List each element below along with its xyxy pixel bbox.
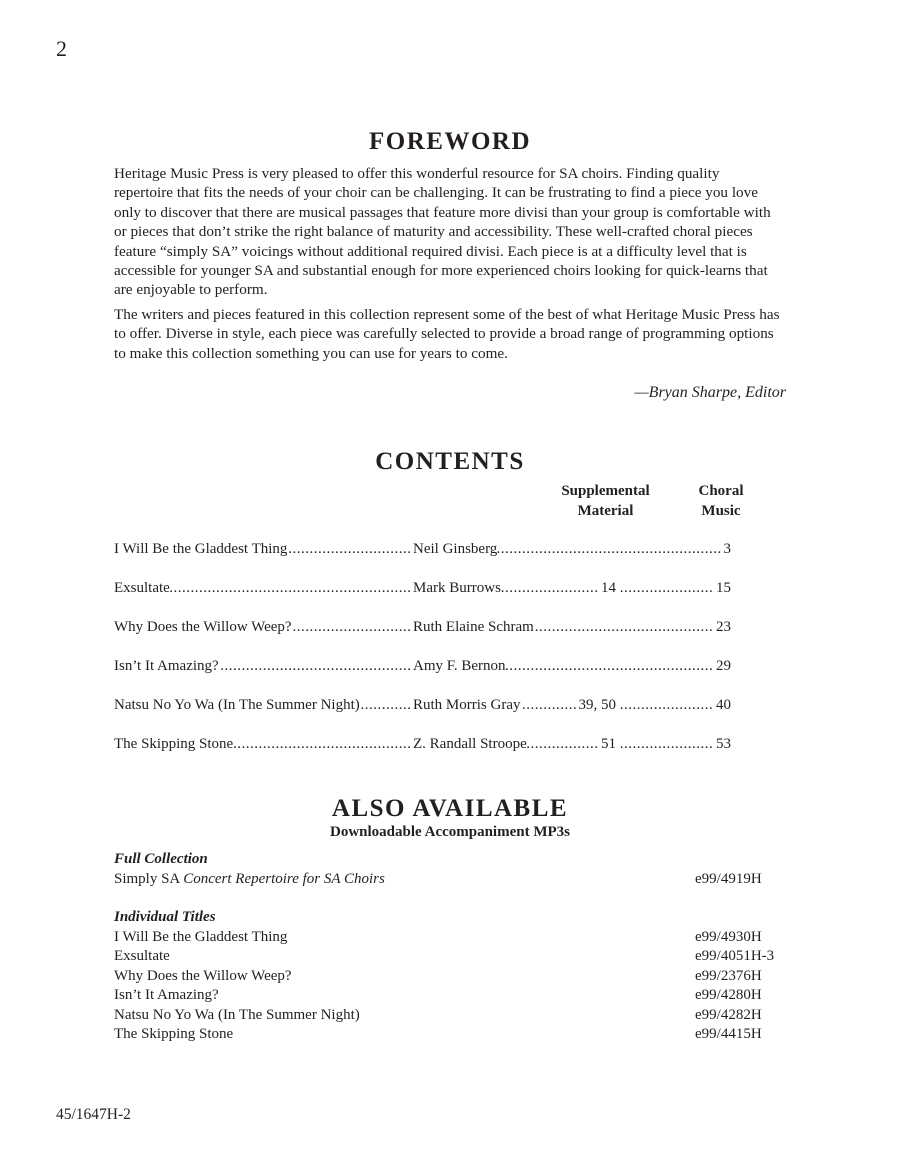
- individual-titles-heading: Individual Titles: [114, 909, 216, 925]
- individual-title-name: The Skipping Stone: [114, 1026, 234, 1042]
- supplemental-page: 39, 50: [576, 695, 620, 715]
- foreword-title: FOREWORD: [369, 128, 531, 155]
- individual-title-name: Why Does the Willow Weep?: [114, 967, 292, 984]
- composer-name: Mark Burrows: [410, 578, 501, 598]
- individual-title-item: [114, 986, 794, 1006]
- individual-title-name: Isn’t It Amazing?: [114, 987, 219, 1003]
- column-header-choral: Choral Music: [698, 483, 744, 519]
- catalog-code: 45/1647H-2: [56, 1106, 131, 1123]
- page-number: 2: [56, 36, 67, 61]
- full-collection-subtitle: Concert Repertoire for SA Choirs: [183, 870, 385, 887]
- contents-row: [114, 578, 731, 598]
- individual-title-code: e99/4280H: [695, 987, 762, 1003]
- individual-title-item: [114, 1006, 794, 1026]
- individual-title-item: [114, 947, 794, 967]
- full-collection-heading: Full Collection: [114, 851, 208, 867]
- foreword-text-1: Heritage Music Press is very pleased to offer this wonderful resource for SA choirs. Finding quality repertoire that fits the needs of your choir can be challenging. It can be frustrating to find a piece you love only to discover that there are musical passages that feature more divisi than your group is comfortable with or pieces that don’t strike the right balance of maturity and accessibility. These well-crafted choral pieces feature “simply SA” voicings without additional required divisi. Each piece is at a difficulty level that is accessible for younger SA and substantial enough for more experienced choirs looking for quick-learns that are enjoyable to perform.: [114, 165, 771, 299]
- also-available-subtitle: Downloadable Accompaniment MP3s: [330, 824, 570, 840]
- choral-page: 53: [713, 734, 731, 754]
- choral-page: 23: [713, 617, 731, 637]
- full-collection-code: e99/4919H: [695, 870, 762, 887]
- choral-page: 15: [713, 578, 731, 598]
- individual-title-code: e99/4051H-3: [695, 948, 775, 964]
- individual-titles-list: [114, 928, 794, 1045]
- individual-title-code: e99/4415H: [695, 1026, 762, 1042]
- individual-title-code: e99/2376H: [695, 967, 762, 984]
- foreword-text-2: The writers and pieces featured in this collection represent some of the best of what Heritage Music Press has to offer. Diverse in style, each piece was carefully selected to provide a broad range of programming options to make this collection something you can use for years to come.: [114, 306, 780, 362]
- piece-title: I Will Be the Gladdest Thing: [114, 541, 288, 557]
- composer-name: Ruth Morris Gray: [410, 695, 521, 715]
- individual-title-code: e99/4930H: [695, 928, 762, 945]
- full-collection-name: Simply SA: [114, 870, 180, 887]
- individual-title-item: [114, 967, 794, 987]
- individual-title-code: e99/4282H: [695, 1006, 762, 1023]
- individual-title-name: Natsu No Yo Wa (In The Summer Night): [114, 1006, 360, 1023]
- composer-name: Z. Randall Stroope: [410, 734, 527, 754]
- contents-row: [114, 656, 731, 676]
- contents-row: [114, 734, 731, 754]
- piece-title: Natsu No Yo Wa (In The Summer Night): [114, 697, 360, 713]
- individual-titles-section: [114, 908, 794, 1045]
- piece-title: Why Does the Willow Weep?: [114, 619, 292, 635]
- composer-name: Neil Ginsberg: [410, 539, 497, 559]
- foreword-paragraph-1: [114, 164, 782, 307]
- composer-name: Amy F. Bernon: [410, 656, 506, 676]
- full-collection-section: [114, 850, 794, 889]
- contents-row: [114, 617, 731, 637]
- also-available-title: ALSO AVAILABLE: [331, 795, 569, 822]
- column-header-supplemental: Supplemental Material: [561, 483, 650, 519]
- contents-row: [114, 695, 731, 715]
- foreword-paragraph-2: [114, 305, 782, 370]
- individual-title-name: Exsultate: [114, 948, 170, 964]
- piece-title: Isn’t It Amazing?: [114, 658, 219, 674]
- piece-title: Exsultate: [114, 580, 170, 596]
- choral-page: 29: [713, 656, 731, 676]
- editor-signature: —Bryan Sharpe, Editor: [634, 384, 786, 401]
- choral-page: 3: [721, 539, 732, 559]
- individual-title-item: [114, 1025, 794, 1045]
- full-collection-item: [114, 870, 794, 890]
- supplemental-page: 51: [598, 734, 619, 754]
- piece-title: The Skipping Stone: [114, 736, 234, 752]
- choral-page: 40: [713, 695, 731, 715]
- individual-title-item: [114, 928, 794, 948]
- contents-title: CONTENTS: [375, 448, 525, 475]
- supplemental-page: 14: [598, 578, 619, 598]
- contents-row: [114, 539, 731, 559]
- composer-name: Ruth Elaine Schram: [410, 617, 534, 637]
- individual-title-name: I Will Be the Gladdest Thing: [114, 928, 288, 945]
